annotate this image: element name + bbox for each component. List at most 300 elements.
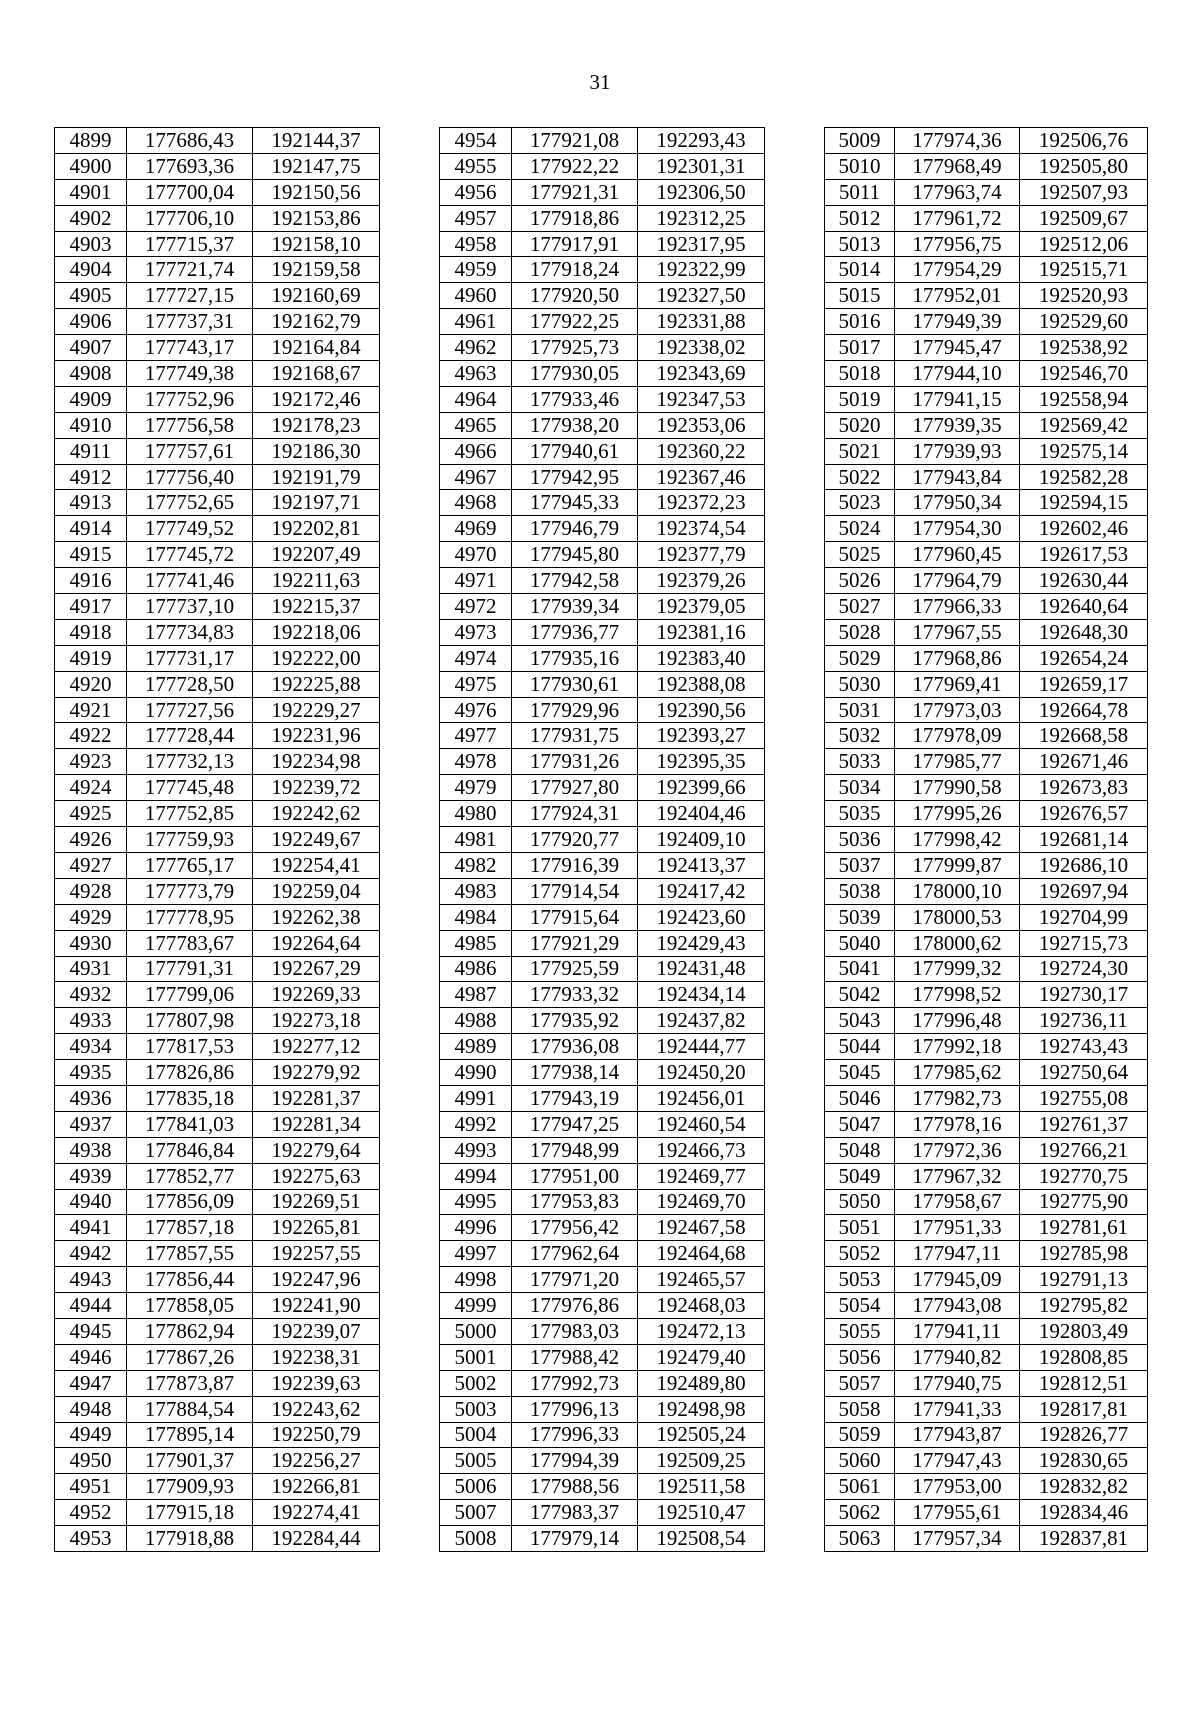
x-coordinate-cell: 177966,33 <box>895 594 1020 620</box>
x-coordinate-cell: 177939,34 <box>512 594 638 620</box>
y-coordinate-cell: 192437,82 <box>638 1008 765 1034</box>
x-coordinate-cell: 177922,25 <box>512 309 638 335</box>
x-coordinate-cell: 177924,31 <box>512 801 638 827</box>
point-number-cell: 5023 <box>825 490 895 516</box>
x-coordinate-cell: 177939,35 <box>895 412 1020 438</box>
point-number-cell: 4993 <box>440 1137 512 1163</box>
y-coordinate-cell: 192808,85 <box>1020 1344 1148 1370</box>
table-row <box>55 153 380 179</box>
point-number-cell: 4938 <box>55 1137 127 1163</box>
table-row <box>55 309 380 335</box>
x-coordinate-cell: 177964,79 <box>895 568 1020 594</box>
table-row <box>55 542 380 568</box>
table-row <box>440 723 765 749</box>
table-row <box>440 1370 765 1396</box>
table-row <box>440 542 765 568</box>
point-number-cell: 4916 <box>55 568 127 594</box>
point-number-cell: 4947 <box>55 1370 127 1396</box>
point-number-cell: 4979 <box>440 775 512 801</box>
table-row <box>440 1344 765 1370</box>
y-coordinate-cell: 192659,17 <box>1020 671 1148 697</box>
table-row <box>825 594 1148 620</box>
point-number-cell: 5010 <box>825 153 895 179</box>
y-coordinate-cell: 192150,56 <box>253 179 380 205</box>
table-row <box>55 1008 380 1034</box>
y-coordinate-cell: 192218,06 <box>253 619 380 645</box>
table-row <box>825 1189 1148 1215</box>
point-number-cell: 4928 <box>55 878 127 904</box>
point-number-cell: 5033 <box>825 749 895 775</box>
table-row <box>825 438 1148 464</box>
x-coordinate-cell: 177940,82 <box>895 1344 1020 1370</box>
table-row <box>825 1344 1148 1370</box>
point-number-cell: 4989 <box>440 1034 512 1060</box>
y-coordinate-cell: 192377,79 <box>638 542 765 568</box>
table-row <box>55 619 380 645</box>
table-row <box>55 1189 380 1215</box>
x-coordinate-cell: 177973,03 <box>895 697 1020 723</box>
point-number-cell: 4941 <box>55 1215 127 1241</box>
coordinate-table-3 <box>824 127 1148 1552</box>
y-coordinate-cell: 192317,95 <box>638 231 765 257</box>
y-coordinate-cell: 192383,40 <box>638 645 765 671</box>
x-coordinate-cell: 177967,32 <box>895 1163 1020 1189</box>
table-row <box>825 257 1148 283</box>
x-coordinate-cell: 177909,93 <box>127 1474 253 1500</box>
table-row <box>55 1370 380 1396</box>
point-number-cell: 4970 <box>440 542 512 568</box>
y-coordinate-cell: 192374,54 <box>638 516 765 542</box>
y-coordinate-cell: 192509,67 <box>1020 205 1148 231</box>
x-coordinate-cell: 177953,83 <box>512 1189 638 1215</box>
point-number-cell: 4934 <box>55 1034 127 1060</box>
x-coordinate-cell: 177929,96 <box>512 697 638 723</box>
y-coordinate-cell: 192520,93 <box>1020 283 1148 309</box>
point-number-cell: 4963 <box>440 361 512 387</box>
x-coordinate-cell: 177916,39 <box>512 852 638 878</box>
y-coordinate-cell: 192803,49 <box>1020 1318 1148 1344</box>
point-number-cell: 4996 <box>440 1215 512 1241</box>
table-row <box>55 1085 380 1111</box>
y-coordinate-cell: 192509,25 <box>638 1448 765 1474</box>
point-number-cell: 5002 <box>440 1370 512 1396</box>
x-coordinate-cell: 177921,29 <box>512 930 638 956</box>
point-number-cell: 4981 <box>440 827 512 853</box>
y-coordinate-cell: 192837,81 <box>1020 1526 1148 1552</box>
x-coordinate-cell: 177958,67 <box>895 1189 1020 1215</box>
y-coordinate-cell: 192795,82 <box>1020 1293 1148 1319</box>
point-number-cell: 4917 <box>55 594 127 620</box>
x-coordinate-cell: 177996,48 <box>895 1008 1020 1034</box>
x-coordinate-cell: 177941,11 <box>895 1318 1020 1344</box>
point-number-cell: 5044 <box>825 1034 895 1060</box>
point-number-cell: 5046 <box>825 1085 895 1111</box>
x-coordinate-cell: 177951,00 <box>512 1163 638 1189</box>
x-coordinate-cell: 177979,14 <box>512 1526 638 1552</box>
y-coordinate-cell: 192379,05 <box>638 594 765 620</box>
y-coordinate-cell: 192395,35 <box>638 749 765 775</box>
table-row <box>825 335 1148 361</box>
table-row <box>440 516 765 542</box>
point-number-cell: 5008 <box>440 1526 512 1552</box>
y-coordinate-cell: 192381,16 <box>638 619 765 645</box>
point-number-cell: 5030 <box>825 671 895 697</box>
table-row <box>825 1422 1148 1448</box>
table-row <box>825 490 1148 516</box>
point-number-cell: 5045 <box>825 1060 895 1086</box>
point-number-cell: 4922 <box>55 723 127 749</box>
x-coordinate-cell: 177961,72 <box>895 205 1020 231</box>
y-coordinate-cell: 192162,79 <box>253 309 380 335</box>
point-number-cell: 4949 <box>55 1422 127 1448</box>
point-number-cell: 5053 <box>825 1267 895 1293</box>
point-number-cell: 4976 <box>440 697 512 723</box>
x-coordinate-cell: 177884,54 <box>127 1396 253 1422</box>
point-number-cell: 5040 <box>825 930 895 956</box>
table-row <box>440 1137 765 1163</box>
point-number-cell: 4957 <box>440 205 512 231</box>
point-number-cell: 4915 <box>55 542 127 568</box>
y-coordinate-cell: 192281,34 <box>253 1111 380 1137</box>
y-coordinate-cell: 192158,10 <box>253 231 380 257</box>
point-number-cell: 4999 <box>440 1293 512 1319</box>
x-coordinate-cell: 177727,56 <box>127 697 253 723</box>
point-number-cell: 5050 <box>825 1189 895 1215</box>
y-coordinate-cell: 192506,76 <box>1020 128 1148 154</box>
point-number-cell: 4973 <box>440 619 512 645</box>
y-coordinate-cell: 192686,10 <box>1020 852 1148 878</box>
table-row <box>825 1448 1148 1474</box>
y-coordinate-cell: 192507,93 <box>1020 179 1148 205</box>
x-coordinate-cell: 177971,20 <box>512 1267 638 1293</box>
y-coordinate-cell: 192472,13 <box>638 1318 765 1344</box>
y-coordinate-cell: 192274,41 <box>253 1500 380 1526</box>
table-row <box>825 1085 1148 1111</box>
point-number-cell: 5059 <box>825 1422 895 1448</box>
x-coordinate-cell: 177857,18 <box>127 1215 253 1241</box>
x-coordinate-cell: 177941,15 <box>895 386 1020 412</box>
x-coordinate-cell: 177947,11 <box>895 1241 1020 1267</box>
y-coordinate-cell: 192512,06 <box>1020 231 1148 257</box>
x-coordinate-cell: 177969,41 <box>895 671 1020 697</box>
x-coordinate-cell: 177953,00 <box>895 1474 1020 1500</box>
y-coordinate-cell: 192279,64 <box>253 1137 380 1163</box>
point-number-cell: 5005 <box>440 1448 512 1474</box>
y-coordinate-cell: 192575,14 <box>1020 438 1148 464</box>
x-coordinate-cell: 177944,10 <box>895 361 1020 387</box>
y-coordinate-cell: 192431,48 <box>638 956 765 982</box>
x-coordinate-cell: 177727,15 <box>127 283 253 309</box>
x-coordinate-cell: 177945,47 <box>895 335 1020 361</box>
y-coordinate-cell: 192353,06 <box>638 412 765 438</box>
y-coordinate-cell: 192215,37 <box>253 594 380 620</box>
point-number-cell: 5011 <box>825 179 895 205</box>
y-coordinate-cell: 192467,58 <box>638 1215 765 1241</box>
y-coordinate-cell: 192681,14 <box>1020 827 1148 853</box>
point-number-cell: 5041 <box>825 956 895 982</box>
x-coordinate-cell: 177936,08 <box>512 1034 638 1060</box>
point-number-cell: 4906 <box>55 309 127 335</box>
x-coordinate-cell: 177841,03 <box>127 1111 253 1137</box>
x-coordinate-cell: 177835,18 <box>127 1085 253 1111</box>
table-row <box>55 1500 380 1526</box>
table-row <box>825 904 1148 930</box>
y-coordinate-cell: 192259,04 <box>253 878 380 904</box>
x-coordinate-cell: 177732,13 <box>127 749 253 775</box>
table-row <box>440 1085 765 1111</box>
point-number-cell: 4924 <box>55 775 127 801</box>
x-coordinate-cell: 177856,44 <box>127 1267 253 1293</box>
table-row <box>440 361 765 387</box>
table-row <box>440 1448 765 1474</box>
table-row <box>440 1189 765 1215</box>
table-row <box>55 1344 380 1370</box>
y-coordinate-cell: 192558,94 <box>1020 386 1148 412</box>
point-number-cell: 4945 <box>55 1318 127 1344</box>
point-number-cell: 4964 <box>440 386 512 412</box>
point-number-cell: 4925 <box>55 801 127 827</box>
x-coordinate-cell: 177807,98 <box>127 1008 253 1034</box>
table-row <box>55 1448 380 1474</box>
x-coordinate-cell: 177976,86 <box>512 1293 638 1319</box>
point-number-cell: 5061 <box>825 1474 895 1500</box>
x-coordinate-cell: 177946,79 <box>512 516 638 542</box>
y-coordinate-cell: 192241,90 <box>253 1293 380 1319</box>
point-number-cell: 5020 <box>825 412 895 438</box>
point-number-cell: 4992 <box>440 1111 512 1137</box>
x-coordinate-cell: 177873,87 <box>127 1370 253 1396</box>
y-coordinate-cell: 192279,92 <box>253 1060 380 1086</box>
y-coordinate-cell: 192468,03 <box>638 1293 765 1319</box>
x-coordinate-cell: 177686,43 <box>127 128 253 154</box>
point-number-cell: 4951 <box>55 1474 127 1500</box>
table-row <box>825 412 1148 438</box>
point-number-cell: 4954 <box>440 128 512 154</box>
x-coordinate-cell: 177990,58 <box>895 775 1020 801</box>
x-coordinate-cell: 177996,13 <box>512 1396 638 1422</box>
y-coordinate-cell: 192529,60 <box>1020 309 1148 335</box>
y-coordinate-cell: 192239,72 <box>253 775 380 801</box>
x-coordinate-cell: 177922,22 <box>512 153 638 179</box>
y-coordinate-cell: 192479,40 <box>638 1344 765 1370</box>
point-number-cell: 5028 <box>825 619 895 645</box>
point-number-cell: 4913 <box>55 490 127 516</box>
x-coordinate-cell: 177745,72 <box>127 542 253 568</box>
y-coordinate-cell: 192238,31 <box>253 1344 380 1370</box>
table-row <box>440 1474 765 1500</box>
point-number-cell: 4900 <box>55 153 127 179</box>
point-number-cell: 4988 <box>440 1008 512 1034</box>
table-row <box>440 205 765 231</box>
table-row <box>440 1293 765 1319</box>
table-row <box>825 128 1148 154</box>
x-coordinate-cell: 177895,14 <box>127 1422 253 1448</box>
x-coordinate-cell: 177693,36 <box>127 153 253 179</box>
point-number-cell: 5018 <box>825 361 895 387</box>
y-coordinate-cell: 192791,13 <box>1020 1267 1148 1293</box>
point-number-cell: 5057 <box>825 1370 895 1396</box>
point-number-cell: 4978 <box>440 749 512 775</box>
table-row <box>55 568 380 594</box>
point-number-cell: 4980 <box>440 801 512 827</box>
y-coordinate-cell: 192242,62 <box>253 801 380 827</box>
x-coordinate-cell: 177706,10 <box>127 205 253 231</box>
point-number-cell: 4960 <box>440 283 512 309</box>
y-coordinate-cell: 192256,27 <box>253 1448 380 1474</box>
y-coordinate-cell: 192222,00 <box>253 645 380 671</box>
point-number-cell: 4953 <box>55 1526 127 1552</box>
x-coordinate-cell: 177998,42 <box>895 827 1020 853</box>
table-row <box>825 1474 1148 1500</box>
table-row <box>825 645 1148 671</box>
y-coordinate-cell: 192393,27 <box>638 723 765 749</box>
table-row <box>55 490 380 516</box>
x-coordinate-cell: 177857,55 <box>127 1241 253 1267</box>
y-coordinate-cell: 192648,30 <box>1020 619 1148 645</box>
y-coordinate-cell: 192434,14 <box>638 982 765 1008</box>
y-coordinate-cell: 192417,42 <box>638 878 765 904</box>
point-number-cell: 4998 <box>440 1267 512 1293</box>
table-row <box>55 671 380 697</box>
x-coordinate-cell: 177858,05 <box>127 1293 253 1319</box>
point-number-cell: 5060 <box>825 1448 895 1474</box>
x-coordinate-cell: 177799,06 <box>127 982 253 1008</box>
y-coordinate-cell: 192372,23 <box>638 490 765 516</box>
x-coordinate-cell: 177998,52 <box>895 982 1020 1008</box>
table-row <box>55 723 380 749</box>
point-number-cell: 5056 <box>825 1344 895 1370</box>
y-coordinate-cell: 192225,88 <box>253 671 380 697</box>
y-coordinate-cell: 192322,99 <box>638 257 765 283</box>
table-row <box>55 516 380 542</box>
table-row <box>825 1318 1148 1344</box>
y-coordinate-cell: 192460,54 <box>638 1111 765 1137</box>
table-row <box>440 1163 765 1189</box>
point-number-cell: 5015 <box>825 283 895 309</box>
x-coordinate-cell: 177951,33 <box>895 1215 1020 1241</box>
table-row <box>825 205 1148 231</box>
x-coordinate-cell: 177938,20 <box>512 412 638 438</box>
x-coordinate-cell: 177943,87 <box>895 1422 1020 1448</box>
table-row <box>440 801 765 827</box>
table-row <box>440 904 765 930</box>
point-number-cell: 4943 <box>55 1267 127 1293</box>
x-coordinate-cell: 177927,80 <box>512 775 638 801</box>
x-coordinate-cell: 177731,17 <box>127 645 253 671</box>
x-coordinate-cell: 177778,95 <box>127 904 253 930</box>
table-row <box>825 309 1148 335</box>
table-row <box>440 335 765 361</box>
y-coordinate-cell: 192284,44 <box>253 1526 380 1552</box>
table-row <box>55 594 380 620</box>
point-number-cell: 5019 <box>825 386 895 412</box>
table-row <box>440 878 765 904</box>
y-coordinate-cell: 192755,08 <box>1020 1085 1148 1111</box>
page-number: 31 <box>589 70 611 94</box>
point-number-cell: 5013 <box>825 231 895 257</box>
y-coordinate-cell: 192413,37 <box>638 852 765 878</box>
table-row <box>440 697 765 723</box>
table-row <box>825 749 1148 775</box>
table-row <box>440 1267 765 1293</box>
table-row <box>55 1526 380 1552</box>
x-coordinate-cell: 177749,52 <box>127 516 253 542</box>
point-number-cell: 4920 <box>55 671 127 697</box>
x-coordinate-cell: 177968,49 <box>895 153 1020 179</box>
point-number-cell: 4937 <box>55 1111 127 1137</box>
table-row <box>55 956 380 982</box>
x-coordinate-cell: 177948,99 <box>512 1137 638 1163</box>
point-number-cell: 5022 <box>825 464 895 490</box>
point-number-cell: 5012 <box>825 205 895 231</box>
x-coordinate-cell: 177920,77 <box>512 827 638 853</box>
table-row <box>440 619 765 645</box>
table-row <box>55 930 380 956</box>
x-coordinate-cell: 177942,95 <box>512 464 638 490</box>
y-coordinate-cell: 192456,01 <box>638 1085 765 1111</box>
y-coordinate-cell: 192164,84 <box>253 335 380 361</box>
y-coordinate-cell: 192404,46 <box>638 801 765 827</box>
y-coordinate-cell: 192275,63 <box>253 1163 380 1189</box>
x-coordinate-cell: 177920,50 <box>512 283 638 309</box>
x-coordinate-cell: 177752,96 <box>127 386 253 412</box>
table-row <box>825 1396 1148 1422</box>
point-number-cell: 5001 <box>440 1344 512 1370</box>
table-row <box>440 568 765 594</box>
table-row <box>825 775 1148 801</box>
x-coordinate-cell: 177856,09 <box>127 1189 253 1215</box>
x-coordinate-cell: 177962,64 <box>512 1241 638 1267</box>
y-coordinate-cell: 192781,61 <box>1020 1215 1148 1241</box>
table-row <box>55 852 380 878</box>
x-coordinate-cell: 177743,17 <box>127 335 253 361</box>
point-number-cell: 5063 <box>825 1526 895 1552</box>
y-coordinate-cell: 192360,22 <box>638 438 765 464</box>
point-number-cell: 4919 <box>55 645 127 671</box>
x-coordinate-cell: 177988,42 <box>512 1344 638 1370</box>
x-coordinate-cell: 177995,26 <box>895 801 1020 827</box>
point-number-cell: 4923 <box>55 749 127 775</box>
y-coordinate-cell: 192254,41 <box>253 852 380 878</box>
point-number-cell: 5026 <box>825 568 895 594</box>
x-coordinate-cell: 177939,93 <box>895 438 1020 464</box>
y-coordinate-cell: 192826,77 <box>1020 1422 1148 1448</box>
table-row <box>440 179 765 205</box>
table-row <box>825 723 1148 749</box>
x-coordinate-cell: 177752,85 <box>127 801 253 827</box>
point-number-cell: 5039 <box>825 904 895 930</box>
point-number-cell: 4927 <box>55 852 127 878</box>
y-coordinate-cell: 192250,79 <box>253 1422 380 1448</box>
table-row <box>55 412 380 438</box>
x-coordinate-cell: 177931,75 <box>512 723 638 749</box>
point-number-cell: 4961 <box>440 309 512 335</box>
point-number-cell: 5027 <box>825 594 895 620</box>
x-coordinate-cell: 177999,87 <box>895 852 1020 878</box>
point-number-cell: 4977 <box>440 723 512 749</box>
point-number-cell: 5000 <box>440 1318 512 1344</box>
table-row <box>55 1396 380 1422</box>
y-coordinate-cell: 192668,58 <box>1020 723 1148 749</box>
y-coordinate-cell: 192697,94 <box>1020 878 1148 904</box>
y-coordinate-cell: 192388,08 <box>638 671 765 697</box>
x-coordinate-cell: 177765,17 <box>127 852 253 878</box>
table-row <box>55 438 380 464</box>
table-row <box>440 283 765 309</box>
y-coordinate-cell: 192312,25 <box>638 205 765 231</box>
point-number-cell: 5052 <box>825 1241 895 1267</box>
x-coordinate-cell: 177867,26 <box>127 1344 253 1370</box>
